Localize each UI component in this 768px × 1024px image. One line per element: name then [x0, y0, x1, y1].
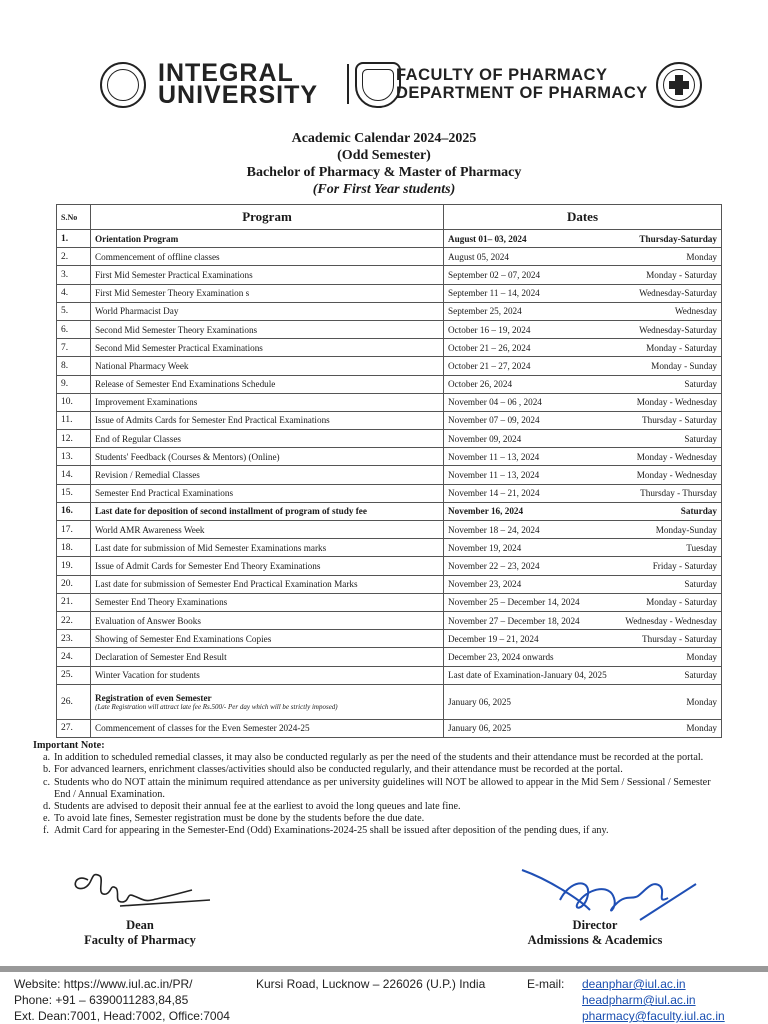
row-day: Monday - Saturday — [646, 342, 717, 353]
notes-list — [33, 752, 723, 837]
dean-title: Dean — [126, 918, 154, 932]
row-program-cell — [91, 320, 444, 338]
audience-label: (For First Year students) — [312, 182, 456, 197]
faculty-shield-icon — [355, 62, 401, 108]
row-dates-cell — [444, 648, 722, 666]
row-program-cell — [91, 630, 444, 648]
note-item — [33, 777, 723, 801]
row-day: Monday - Saturday — [646, 597, 717, 608]
row-date: November 19, 2024 — [448, 542, 522, 553]
row-day: Monday - Saturday — [646, 269, 717, 280]
note-text: To avoid late fines, Semester registration must be done by the students before the due date. — [54, 813, 425, 825]
row-dates-cell — [444, 302, 722, 320]
row-date: December 19 – 21, 2024 — [448, 633, 539, 644]
row-program: End of Regular Classes — [95, 433, 181, 444]
row-date: November 09, 2024 — [448, 433, 522, 444]
row-date: October 21 – 26, 2024 — [448, 342, 531, 353]
academic-calendar-table — [56, 204, 722, 738]
row-date: September 11 – 14, 2024 — [448, 288, 540, 299]
row-program: Issue of Admit Cards for Semester End Theory Examinations — [95, 560, 321, 571]
note-letter: d. — [43, 801, 51, 813]
row-program-cell — [91, 539, 444, 557]
row-sno: 1. — [57, 230, 91, 248]
row-day: Wednesday - Wednesday — [625, 615, 717, 626]
note-text: In addition to scheduled remedial classes, it may also be conducted regularly as per the need of the students and their attendance must be recorded at the portal. — [54, 752, 704, 764]
row-program: Students' Feedback (Courses & Mentors) (Online) — [95, 451, 280, 462]
row-program: First Mid Semester Practical Examinations — [95, 269, 253, 280]
row-sno: 21. — [57, 593, 91, 611]
row-dates-cell — [444, 521, 722, 539]
row-dates-cell — [444, 266, 722, 284]
row-sno: 4. — [57, 284, 91, 302]
table-row — [57, 666, 722, 684]
notes-heading: Important Note: — [33, 740, 105, 751]
row-program: Semester End Practical Examinations — [95, 488, 234, 499]
row-sno: 26. — [57, 684, 91, 719]
row-program: World Pharmacist Day — [95, 306, 179, 317]
row-program-cell — [91, 375, 444, 393]
row-program-cell — [91, 230, 444, 248]
table-row — [57, 484, 722, 502]
row-sno: 15. — [57, 484, 91, 502]
row-program-cell — [91, 339, 444, 357]
row-date: November 25 – December 14, 2024 — [448, 597, 580, 608]
table-row — [57, 430, 722, 448]
row-sno: 10. — [57, 393, 91, 411]
row-date: October 21 – 27, 2024 — [448, 360, 531, 371]
row-sno: 13. — [57, 448, 91, 466]
table-row — [57, 521, 722, 539]
row-sno: 18. — [57, 539, 91, 557]
table-row — [57, 302, 722, 320]
table-row — [57, 357, 722, 375]
row-dates-cell — [444, 593, 722, 611]
row-dates-cell — [444, 375, 722, 393]
col-header-sno: S.No — [57, 205, 91, 230]
row-program: Last date for deposition of second installment of program of study fee — [95, 506, 367, 517]
row-dates-cell — [444, 284, 722, 302]
calendar-title-block — [0, 130, 768, 198]
note-letter: b. — [43, 764, 51, 776]
row-program: First Mid Semester Theory Examination s — [95, 288, 250, 299]
col-header-program: Program — [91, 205, 444, 230]
row-date: December 23, 2024 onwards — [448, 651, 554, 662]
row-date: August 01– 03, 2024 — [448, 233, 527, 244]
calendar-rows — [57, 230, 722, 738]
director-org: Admissions & Academics — [527, 933, 663, 947]
row-day: Monday - Wednesday — [636, 451, 717, 462]
logo-divider — [347, 64, 349, 104]
director-title: Director — [572, 918, 618, 932]
table-header-row — [57, 205, 722, 230]
row-sno: 27. — [57, 719, 91, 737]
row-dates-cell — [444, 575, 722, 593]
row-sno: 22. — [57, 611, 91, 629]
note-item — [33, 813, 723, 825]
row-day: Tuesday — [686, 542, 717, 553]
note-item — [33, 825, 723, 837]
row-program-cell — [91, 666, 444, 684]
row-program-cell — [91, 430, 444, 448]
row-day: Friday - Saturday — [652, 560, 717, 571]
row-program-cell — [91, 719, 444, 737]
row-dates-cell — [444, 719, 722, 737]
row-day: Monday-Sunday — [655, 524, 717, 535]
row-day: Saturday — [684, 670, 717, 681]
footer-extensions: Ext. Dean:7001, Head:7002, Office:7004 — [14, 1009, 230, 1023]
row-sno: 23. — [57, 630, 91, 648]
row-sno: 5. — [57, 302, 91, 320]
row-program-cell — [91, 648, 444, 666]
table-row — [57, 539, 722, 557]
row-program: Commencement of classes for the Even Semester 2024-25 — [95, 723, 310, 734]
row-day: Wednesday-Saturday — [639, 324, 717, 335]
row-sno: 24. — [57, 648, 91, 666]
note-text: For advanced learners, enrichment classes/activities should also be conducted regularly, and their attendance must be recorded at the portal. — [54, 764, 623, 776]
row-date: September 02 – 07, 2024 — [448, 269, 541, 280]
row-program-cell — [91, 611, 444, 629]
footer-website: Website: https://www.iul.ac.in/PR/ — [14, 977, 193, 991]
note-text: Students who do NOT attain the minimum required attendance as per university guidelines will NOT be allowed to appear in the Mid Sem / Sessional / Semester End / Annual Examination. — [54, 776, 711, 800]
row-date: November 27 – December 18, 2024 — [448, 615, 580, 626]
row-dates-cell — [444, 466, 722, 484]
row-day: Thursday - Saturday — [641, 415, 717, 426]
row-program: Semester End Theory Examinations — [95, 597, 228, 608]
footer-email-label: E-mail: — [527, 977, 565, 991]
row-day: Monday - Sunday — [651, 360, 717, 371]
letterhead — [100, 60, 705, 110]
table-row — [57, 393, 722, 411]
note-item — [33, 801, 723, 813]
row-dates-cell — [444, 411, 722, 429]
row-program: World AMR Awareness Week — [95, 524, 205, 535]
row-date: September 25, 2024 — [448, 306, 522, 317]
important-notes — [33, 740, 723, 838]
row-date: November 11 – 13, 2024 — [448, 451, 540, 462]
row-program-cell — [91, 684, 444, 719]
row-program-cell — [91, 521, 444, 539]
row-day: Wednesday-Saturday — [639, 288, 717, 299]
row-program-cell — [91, 266, 444, 284]
row-dates-cell — [444, 320, 722, 338]
row-dates-cell — [444, 539, 722, 557]
table-row — [57, 284, 722, 302]
faculty-name: FACULTY OF PHARMACY DEPARTMENT OF PHARMACY — [396, 66, 648, 102]
row-date: November 04 – 06 , 2024 — [448, 397, 542, 408]
row-program-cell — [91, 302, 444, 320]
table-row — [57, 593, 722, 611]
row-program: Orientation Program — [95, 233, 179, 244]
pharmacy-cross-emblem-icon — [656, 62, 702, 108]
university-name: INTEGRAL UNIVERSITY — [158, 59, 319, 109]
row-program: Release of Semester End Examinations Schedule — [95, 379, 276, 390]
email-link-pharmacy[interactable]: pharmacy@faculty.iul.ac.in — [582, 1009, 725, 1023]
note-item — [33, 764, 723, 776]
row-dates-cell — [444, 339, 722, 357]
row-program-cell — [91, 502, 444, 520]
row-program: Second Mid Semester Practical Examinations — [95, 342, 263, 353]
row-sno: 11. — [57, 411, 91, 429]
footer-rule — [0, 966, 768, 972]
row-program-cell — [91, 284, 444, 302]
programme-title: Bachelor of Pharmacy & Master of Pharmacy — [246, 165, 522, 180]
row-program-cell — [91, 411, 444, 429]
row-date: Last date of Examination-January 04, 2025 — [448, 670, 607, 681]
row-dates-cell — [444, 248, 722, 266]
row-dates-cell — [444, 357, 722, 375]
row-day: Thursday - Thursday — [640, 488, 717, 499]
table-row — [57, 248, 722, 266]
director-signature-block — [510, 918, 680, 948]
row-program: Commencement of offline classes — [95, 251, 220, 262]
row-date: November 14 – 21, 2024 — [448, 488, 540, 499]
row-dates-cell — [444, 230, 722, 248]
row-program: Showing of Semester End Examinations Copies — [95, 633, 272, 644]
table-row — [57, 557, 722, 575]
row-date: October 26, 2024 — [448, 379, 513, 390]
row-day: Thursday-Saturday — [639, 233, 717, 244]
email-link-head[interactable]: headpharm@iul.ac.in — [582, 993, 696, 1007]
note-letter: f. — [43, 825, 49, 837]
calendar-title: Academic Calendar 2024–2025 — [291, 131, 477, 146]
row-day: Monday - Wednesday — [636, 470, 717, 481]
table-row — [57, 266, 722, 284]
row-sno: 8. — [57, 357, 91, 375]
row-program-cell — [91, 593, 444, 611]
note-text: Students are advised to deposit their annual fee at the earliest to avoid the long queues and late fine. — [54, 801, 461, 813]
row-dates-cell — [444, 557, 722, 575]
row-sno: 25. — [57, 666, 91, 684]
row-day: Saturday — [684, 579, 717, 590]
row-program-cell — [91, 557, 444, 575]
row-program-cell — [91, 393, 444, 411]
dean-org: Faculty of Pharmacy — [84, 933, 196, 947]
row-day: Wednesday — [674, 306, 717, 317]
row-program: Last date for submission of Mid Semester Examinations marks — [95, 542, 327, 553]
row-date: October 16 – 19, 2024 — [448, 324, 531, 335]
row-program: Second Mid Semester Theory Examinations — [95, 324, 258, 335]
row-dates-cell — [444, 630, 722, 648]
table-row — [57, 630, 722, 648]
footer-contact — [14, 976, 230, 1024]
row-day: Monday — [686, 651, 717, 662]
row-program-cell — [91, 248, 444, 266]
row-program: Revision / Remedial Classes — [95, 470, 200, 481]
row-sno: 2. — [57, 248, 91, 266]
row-day: Saturday — [684, 379, 717, 390]
row-program: National Pharmacy Week — [95, 360, 189, 371]
table-row — [57, 375, 722, 393]
row-sno: 20. — [57, 575, 91, 593]
semester-label: (Odd Semester) — [337, 148, 431, 163]
dean-signature-block — [70, 918, 210, 948]
row-sno: 16. — [57, 502, 91, 520]
row-date: November 07 – 09, 2024 — [448, 415, 540, 426]
university-seal-icon — [100, 62, 146, 108]
row-dates-cell — [444, 502, 722, 520]
row-dates-cell — [444, 611, 722, 629]
row-date: November 11 – 13, 2024 — [448, 470, 540, 481]
row-dates-cell — [444, 430, 722, 448]
row-date: November 16, 2024 — [448, 506, 524, 517]
row-program-cell — [91, 484, 444, 502]
row-program: Registration of even Semester — [95, 692, 212, 703]
row-sno: 6. — [57, 320, 91, 338]
row-day: Monday - Wednesday — [636, 397, 717, 408]
row-dates-cell — [444, 448, 722, 466]
row-day: Thursday - Saturday — [641, 633, 717, 644]
row-program-cell — [91, 357, 444, 375]
row-date: November 18 – 24, 2024 — [448, 524, 540, 535]
footer-phone: Phone: +91 – 6390011283,84,85 — [14, 993, 189, 1007]
row-program: Declaration of Semester End Result — [95, 651, 227, 662]
row-day: Saturday — [684, 433, 717, 444]
table-row — [57, 411, 722, 429]
row-sno: 12. — [57, 430, 91, 448]
table-row — [57, 339, 722, 357]
row-date: August 05, 2024 — [448, 251, 509, 262]
row-dates-cell — [444, 666, 722, 684]
row-date: January 06, 2025 — [448, 696, 512, 707]
note-letter: e. — [43, 813, 51, 825]
row-date: January 06, 2025 — [448, 723, 512, 734]
row-day: Saturday — [680, 506, 717, 517]
row-dates-cell — [444, 484, 722, 502]
table-row — [57, 448, 722, 466]
row-program: Issue of Admits Cards for Semester End Practical Examinations — [95, 415, 330, 426]
note-letter: c. — [43, 776, 51, 788]
row-day: Monday — [686, 723, 717, 734]
table-row — [57, 719, 722, 737]
note-item — [33, 752, 723, 764]
row-sno: 3. — [57, 266, 91, 284]
email-link-dean[interactable]: deanphar@iul.ac.in — [582, 977, 686, 991]
row-program-cell — [91, 575, 444, 593]
note-letter: a. — [43, 752, 51, 764]
row-program: Improvement Examinations — [95, 397, 198, 408]
dean-signature-icon — [60, 862, 220, 917]
row-program: Winter Vacation for students — [95, 670, 200, 681]
table-row — [57, 230, 722, 248]
row-sno: 7. — [57, 339, 91, 357]
row-sno: 19. — [57, 557, 91, 575]
row-sno: 9. — [57, 375, 91, 393]
table-row — [57, 684, 722, 719]
table-row — [57, 575, 722, 593]
row-dates-cell — [444, 393, 722, 411]
row-date: November 22 – 23, 2024 — [448, 560, 540, 571]
row-day: Monday — [686, 251, 717, 262]
row-program-cell — [91, 466, 444, 484]
footer-emails — [582, 976, 725, 1024]
row-date: November 23, 2024 — [448, 579, 522, 590]
row-dates-cell — [444, 684, 722, 719]
table-row — [57, 502, 722, 520]
row-day: Monday — [686, 696, 717, 707]
row-program: Last date for submission of Semester End Practical Examination Marks — [95, 579, 358, 590]
footer-address: Kursi Road, Lucknow – 226026 (U.P.) India — [256, 977, 486, 991]
row-program-cell — [91, 448, 444, 466]
table-row — [57, 611, 722, 629]
table-row — [57, 466, 722, 484]
note-text: Admit Card for appearing in the Semester-End (Odd) Examinations-2024-25 shall be issued after deposition of the pending dues, if any. — [54, 825, 609, 837]
col-header-dates: Dates — [444, 205, 722, 230]
row-sno: 14. — [57, 466, 91, 484]
row-sno: 17. — [57, 521, 91, 539]
row-program-note: (Late Registration will attract late fee Rs.500/- Per day which will be strictly imposed) — [95, 702, 338, 711]
table-row — [57, 648, 722, 666]
row-program: Evaluation of Answer Books — [95, 615, 201, 626]
table-row — [57, 320, 722, 338]
